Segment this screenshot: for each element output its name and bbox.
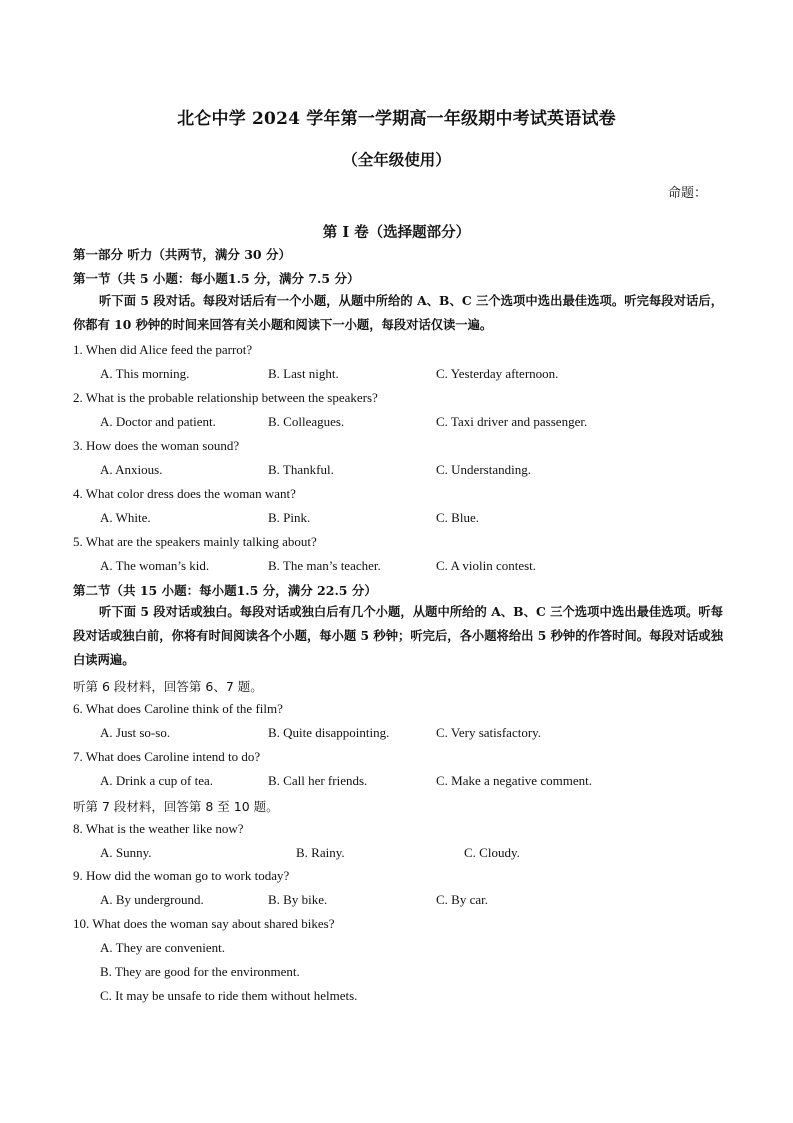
q8-option-a: A. Sunny. <box>100 845 152 860</box>
question-6: 6. What does Caroline think of the film? <box>73 701 283 716</box>
volume-title: 第 I 卷（选择题部分） <box>322 224 471 241</box>
q6-option-a: A. Just so-so. <box>100 725 171 740</box>
q3-option-c: C. Understanding. <box>436 462 531 477</box>
q4-option-b: B. Pink. <box>268 510 311 525</box>
q7-option-b: B. Call her friends. <box>268 773 368 788</box>
q3-option-b: B. Thankful. <box>268 462 334 477</box>
q6-option-b: B. Quite disappointing. <box>268 725 390 740</box>
q1-option-a: A. This morning. <box>100 366 190 381</box>
q9-option-c: C. By car. <box>436 892 488 907</box>
q4-option-c: C. Blue. <box>436 510 479 525</box>
question-1: 1. When did Alice feed the parrot? <box>73 342 253 357</box>
question-5: 5. What are the speakers mainly talking about? <box>73 534 317 549</box>
section2-instructions: 听下面 5 段对话或独白。每段对话或独白后有几个小题，从题中所给的 A、B、C 三个选项中选出最佳选项。听每段对话或独白前，你将有时间阅读各个小题，每小题 5 秒钟；听完后，各小题将给出 5 秒钟的作答时间。每段对话或独白读两遍。 <box>73 604 723 667</box>
page-title: 北仑中学 2024 学年第一学期高一年级期中考试英语试卷 <box>177 109 616 129</box>
q2-option-b: B. Colleagues. <box>268 414 345 429</box>
material-6-label: 听第 6 段材料，回答第 6、7 题。 <box>73 679 263 694</box>
question-7: 7. What does Caroline intend to do? <box>73 749 261 764</box>
q8-option-b: B. Rainy. <box>296 845 345 860</box>
q10-option-c: C. It may be unsafe to ride them without helmets. <box>100 988 358 1003</box>
question-10: 10. What does the woman say about shared bikes? <box>73 916 335 931</box>
question-4: 4. What color dress does the woman want? <box>73 486 296 501</box>
q9-option-a: A. By underground. <box>100 892 204 907</box>
q2-option-c: C. Taxi driver and passenger. <box>436 414 588 429</box>
q3-option-a: A. Anxious. <box>100 462 163 477</box>
section1-heading: 第一节（共 5 小题：每小题1.5 分，满分 7.5 分） <box>73 271 360 286</box>
q1-option-c: C. Yesterday afternoon. <box>436 366 559 381</box>
q5-option-c: C. A violin contest. <box>436 558 537 573</box>
section2-heading: 第二节（共 15 小题：每小题1.5 分，满分 22.5 分） <box>73 583 377 598</box>
page-subtitle: （全年级使用） <box>342 151 451 169</box>
q5-option-b: B. The man’s teacher. <box>268 558 381 573</box>
q9-option-b: B. By bike. <box>268 892 328 907</box>
q6-option-c: C. Very satisfactory. <box>436 725 542 740</box>
q8-option-c: C. Cloudy. <box>464 845 520 860</box>
q7-option-c: C. Make a negative comment. <box>436 773 592 788</box>
q5-option-a: A. The woman’s kid. <box>100 558 210 573</box>
q10-option-b: B. They are good for the environment. <box>100 964 300 979</box>
question-9: 9. How did the woman go to work today? <box>73 868 290 883</box>
q7-option-a: A. Drink a cup of tea. <box>100 773 213 788</box>
author-label: 命题： <box>667 186 707 201</box>
question-3: 3. How does the woman sound? <box>73 438 240 453</box>
part1-heading: 第一部分 听力（共两节，满分 30 分） <box>73 247 291 262</box>
q10-option-a: A. They are convenient. <box>100 940 226 955</box>
question-8: 8. What is the weather like now? <box>73 821 244 836</box>
material-7-label: 听第 7 段材料，回答第 8 至 10 题。 <box>73 799 279 814</box>
q4-option-a: A. White. <box>100 510 151 525</box>
q2-option-a: A. Doctor and patient. <box>100 414 216 429</box>
q1-option-b: B. Last night. <box>268 366 339 381</box>
question-2: 2. What is the probable relationship between the speakers? <box>73 390 378 405</box>
section1-instructions: 听下面 5 段对话。每段对话后有一个小题，从题中所给的 A、B、C 三个选项中选出最佳选项。听完每段对话后，你都有 10 秒钟的时间来回答有关小题和阅读下一小题，每段对话仅读一遍。 <box>73 293 723 332</box>
